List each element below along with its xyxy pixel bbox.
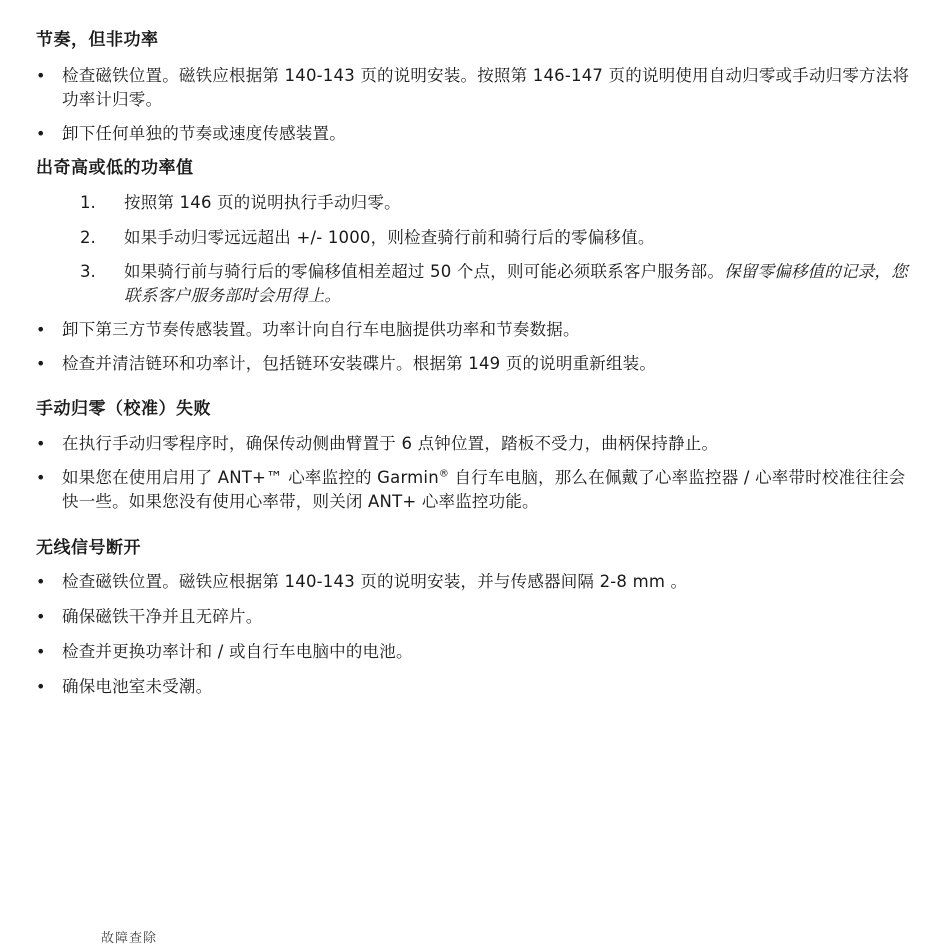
bullet: •	[36, 468, 46, 487]
list-item: 检查并更换功率计和 / 或自行车电脑中的电池。	[62, 642, 413, 661]
step-number: 3.	[80, 262, 96, 281]
registered-mark: ®	[438, 468, 450, 480]
heading-cadence-no-power: 节奏，但非功率	[36, 30, 159, 50]
list-item: 卸下任何单独的节奏或速度传感装置。	[62, 124, 346, 143]
list-item: 确保磁铁干净并且无碎片。	[62, 607, 263, 626]
list-item: 检查磁铁位置。磁铁应根据第 140-143 页的说明安装。按照第 146-147 页的说明使用自动归零或手动归零方法将功率计归零。	[62, 66, 910, 109]
list-item: 检查并清洁链环和功率计，包括链环安装碟片。根据第 149 页的说明重新组装。	[62, 354, 657, 373]
bullet: •	[36, 124, 46, 143]
bullet: •	[36, 66, 46, 85]
bullet: •	[36, 607, 46, 626]
step-number: 1.	[80, 193, 96, 212]
garmin-text-after: 自行车电脑，那么在佩戴了心率监控器 / 心率带时校准往往会快一些。如果您没有使用心率带，则关闭 ANT+ 心率监控功能。	[62, 468, 906, 511]
step-text: 如果骑行前与骑行后的零偏移值相差超过 50 个点，则可能必须联系客户服务部。	[124, 262, 725, 281]
bullet: •	[36, 354, 46, 373]
bullet: •	[36, 642, 46, 661]
bullet: •	[36, 677, 46, 696]
numbered-step: 按照第 146 页的说明执行手动归零。	[124, 193, 401, 212]
bullet: •	[36, 320, 46, 339]
heading-abnormal-power: 出奇高或低的功率值	[36, 158, 194, 178]
step-number: 2.	[80, 228, 96, 247]
list-item: 检查磁铁位置。磁铁应根据第 140-143 页的说明安装，并与传感器间隔 2-8 mm 。	[62, 572, 688, 591]
step-italic-note: 保留零偏移值的记录，您联系客户服务部时会用得上。	[124, 262, 908, 305]
garmin-text-before: 如果您在使用启用了 ANT+™ 心率监控的 Garmin	[62, 468, 439, 487]
heading-manual-zero-failed: 手动归零（校准）失败	[36, 399, 211, 419]
numbered-step: 如果手动归零远远超出 +/- 1000，则检查骑行前和骑行后的零偏移值。	[124, 228, 655, 247]
bullet: •	[36, 572, 46, 591]
list-item: 确保电池室未受潮。	[62, 677, 213, 696]
list-item: 在执行手动归零程序时，确保传动侧曲臂置于 6 点钟位置，踏板不受力，曲柄保持静止。	[62, 434, 719, 453]
list-item-garmin	[62, 466, 922, 514]
numbered-step	[124, 260, 924, 308]
heading-wireless-lost: 无线信号断开	[36, 538, 141, 558]
page-footer: 故障查除	[101, 931, 158, 946]
bullet: •	[36, 434, 46, 453]
list-item: 卸下第三方节奏传感装置。功率计向自行车电脑提供功率和节奏数据。	[62, 320, 580, 339]
